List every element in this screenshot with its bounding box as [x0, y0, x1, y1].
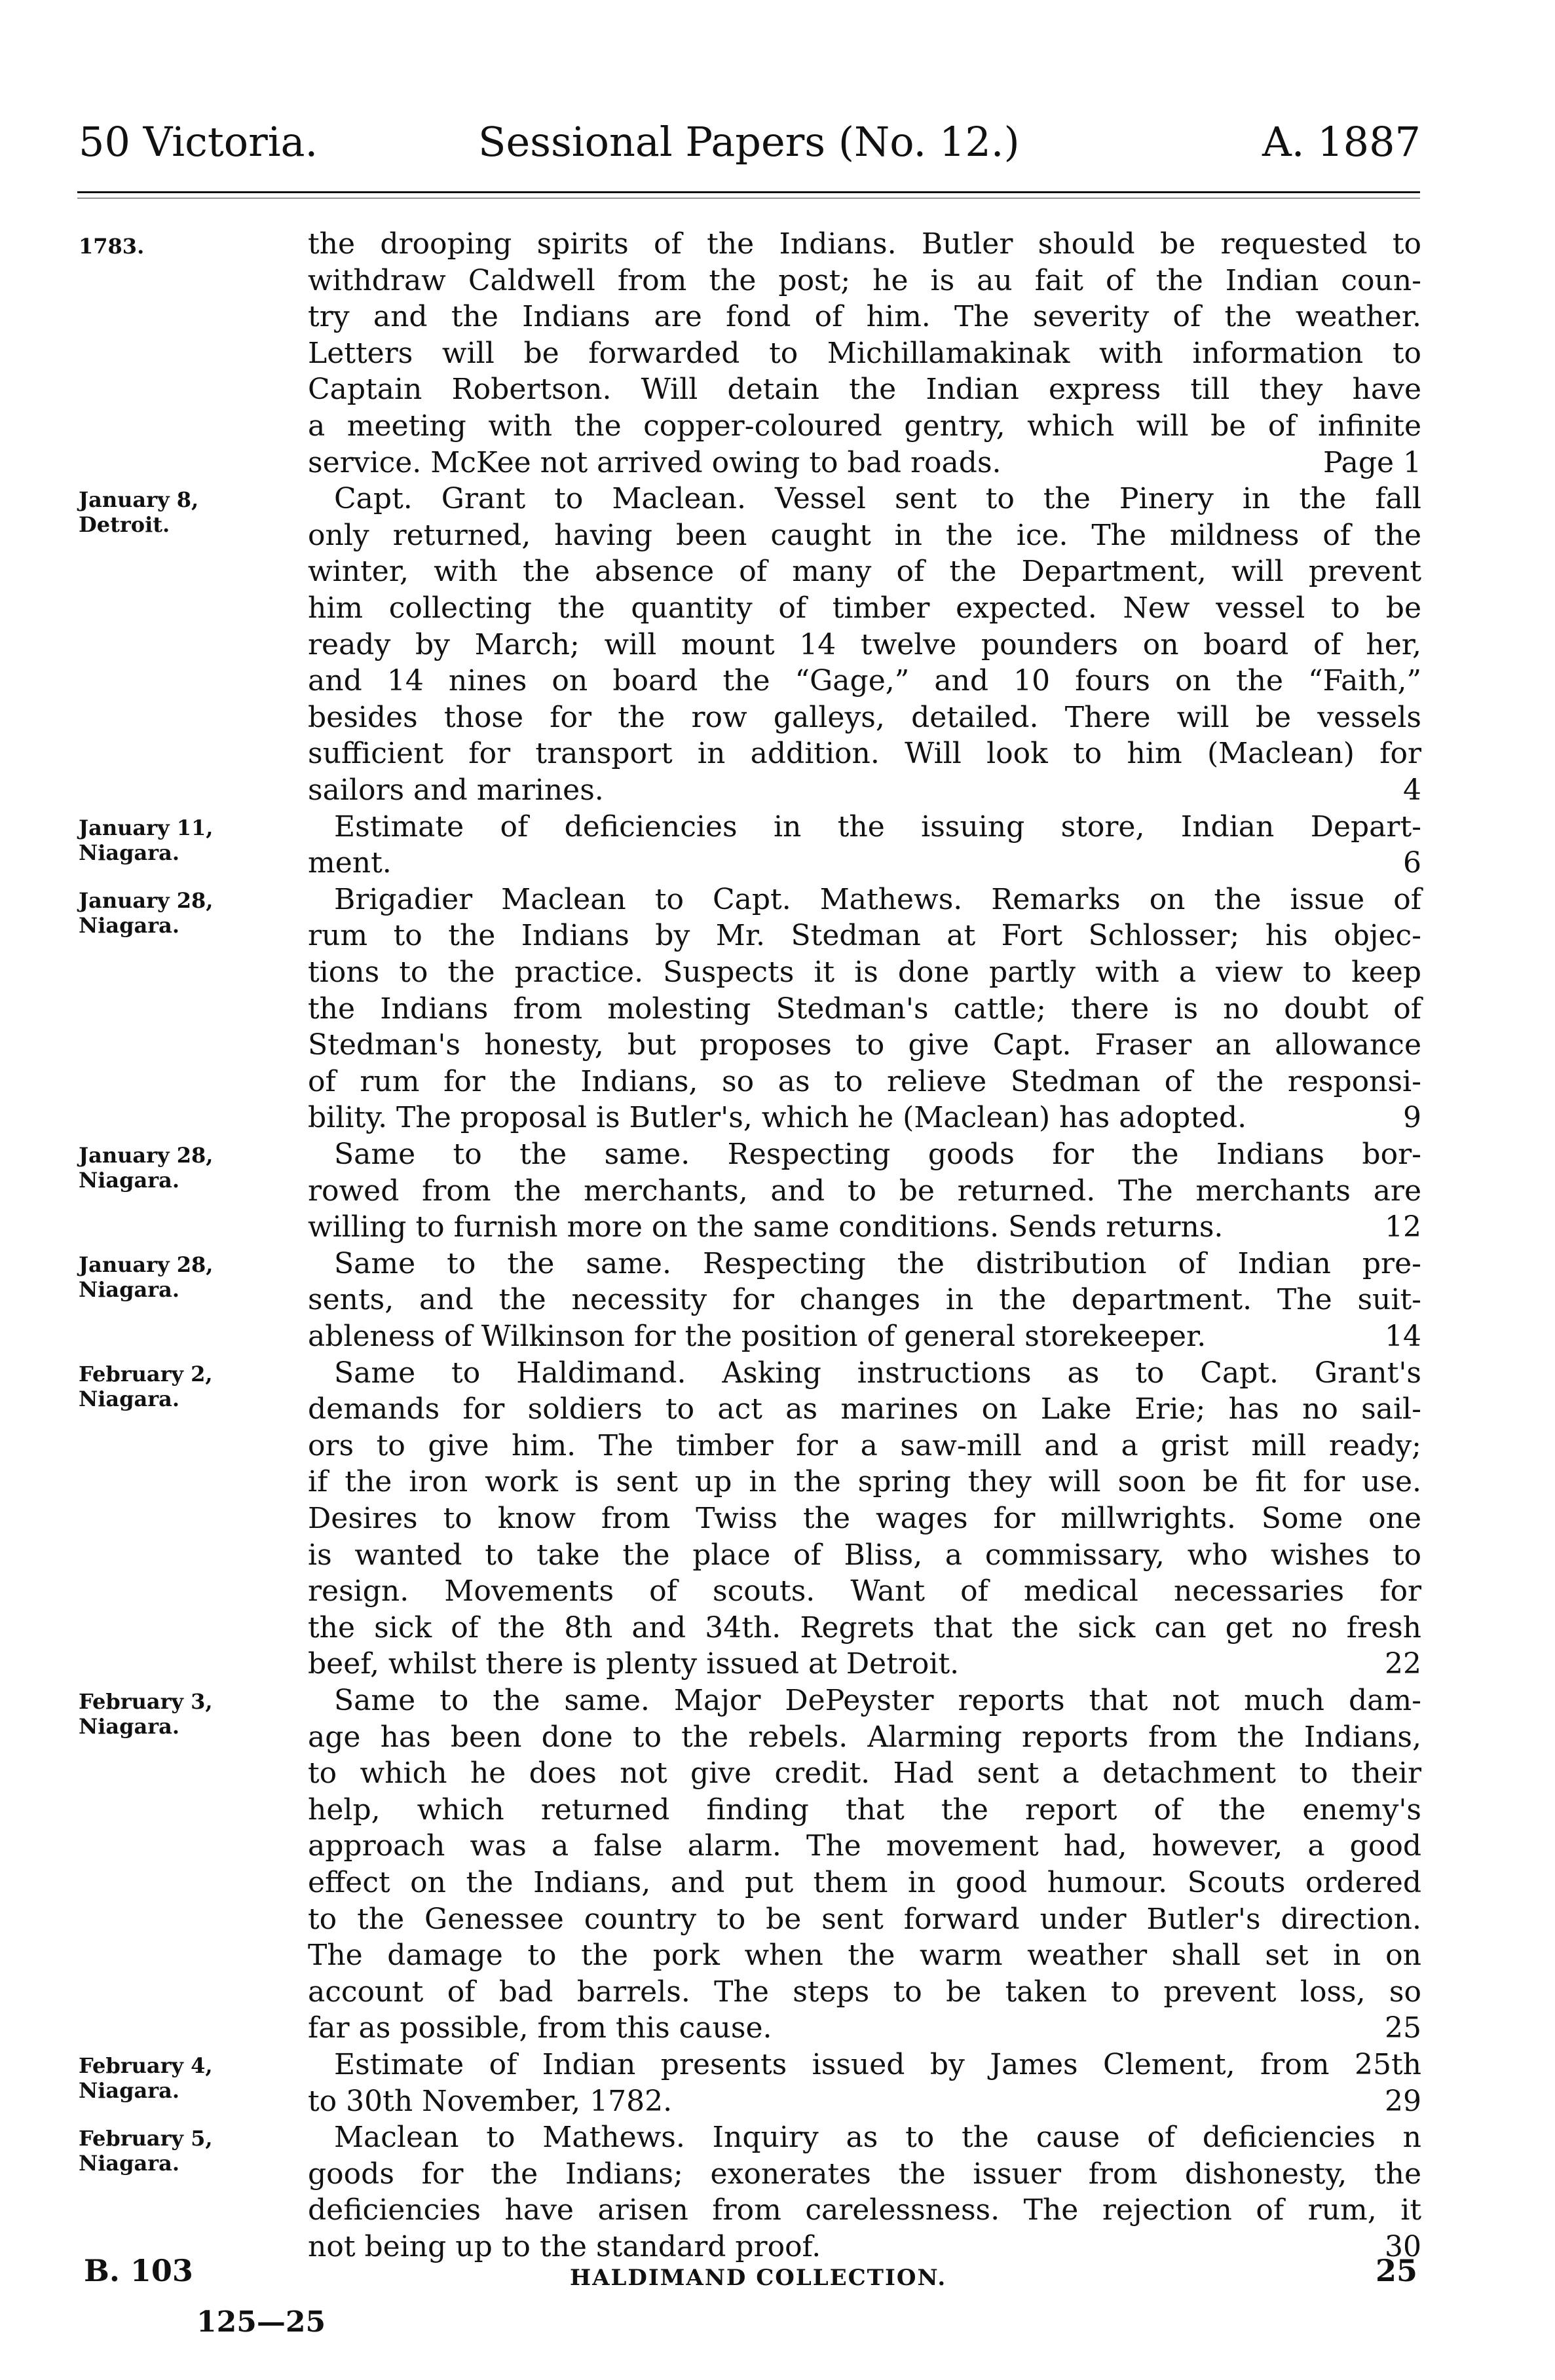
entry-date-place [79, 1689, 308, 1739]
page-reference: 12 [1385, 1210, 1421, 1244]
text-line: Same to the same. Respecting goods for the Indians bor- [334, 1138, 1421, 1171]
entry-date-place [79, 487, 308, 537]
margin-note: January 28, [79, 1143, 214, 1168]
text-line: bility. The proposal is Butler's, which he (Maclean) has adopted. 9 [308, 1100, 1421, 1136]
header-year: A. 1887 [1262, 118, 1421, 166]
page-reference: 30 [1385, 2229, 1421, 2263]
entry-text [308, 882, 1421, 1136]
text-line: is wanted to take the place of Bliss, a commissary, who wishes to [308, 1538, 1421, 1572]
text-line: sents, and the necessity for changes in the department. The suit- [308, 1283, 1421, 1317]
text-line: Estimate of deficiencies in the issuing store, Indian Depart- [334, 809, 1421, 844]
text-line: try and the Indians are fond of him. The severity of the weather. [308, 300, 1421, 334]
text-line: sufficient for transport in addition. Will look to him (Maclean) for [308, 737, 1421, 771]
text-line: him collecting the quantity of timber expected. New vessel to be [308, 591, 1421, 625]
text-line: a meeting with the copper-coloured gentry, which will be of infinite [308, 409, 1421, 443]
page-reference: 25 [1385, 2011, 1421, 2045]
margin-note: February 4, [79, 2053, 213, 2078]
text-line: Maclean to Mathews. Inquiry as to the cause of deficiencies n [334, 2121, 1421, 2155]
entry-text [308, 2119, 1421, 2265]
text-line: goods for the Indians; exonerates the issuer from dishonesty, the [308, 2157, 1421, 2191]
header-rule-thick [77, 191, 1420, 193]
text-line: only returned, having been caught in the ice. The mildness of the [308, 518, 1421, 552]
text-line: besides those for the row galleys, detailed. There will be vessels [308, 700, 1421, 734]
margin-note: Niagara. [79, 2078, 179, 2103]
text-line: withdraw Caldwell from the post; he is au fait of the Indian coun- [308, 263, 1421, 297]
text-line: of rum for the Indians, so as to relieve Stedman of the responsi- [308, 1064, 1421, 1098]
footer-page-number: 25 [1375, 2253, 1417, 2288]
text-line: willing to furnish more on the same conditions. Sends returns. 12 [308, 1209, 1421, 1246]
page-reference: Page 1 [1322, 445, 1421, 479]
text-line: ment. 6 [308, 845, 1421, 882]
margin-note: Detroit. [79, 512, 170, 538]
text-line: Estimate of Indian presents issued by James Clement, from 25th [334, 2048, 1421, 2081]
text-line: Stedman's honesty, but proposes to give Capt. Fraser an allowance [308, 1028, 1421, 1062]
text-line: Capt. Grant to Maclean. Vessel sent to the Pinery in the fall [334, 482, 1421, 516]
text-line: Letters will be forwarded to Michillamakinak with information to [308, 336, 1421, 370]
entry-date-place [79, 1362, 308, 1411]
text-line: winter, with the absence of many of the Department, will prevent [308, 555, 1421, 589]
text-line: Same to the same. Major DePeyster reports that not much dam- [334, 1684, 1421, 1717]
entry-text [308, 1136, 1421, 1246]
text-line: tions to the practice. Suspects it is done partly with a view to keep [308, 955, 1421, 989]
text-line: ready by March; will mount 14 twelve pounders on board of her, [308, 627, 1421, 661]
text-line: not being up to the standard proof. 30 [308, 2229, 1421, 2265]
margin-note: Niagara. [79, 1276, 179, 1302]
document-body [0, 226, 1555, 2269]
entry-date-place [79, 1143, 308, 1193]
entry-date-place [79, 2053, 308, 2103]
margin-note: Niagara. [79, 1386, 179, 1411]
entry-text [308, 1246, 1421, 1355]
page-header [0, 118, 1555, 170]
text-line: service. McKee not arrived owing to bad roads. Page 1 [308, 445, 1421, 481]
entry-text [308, 226, 1421, 481]
text-line: demands for soldiers to act as marines on Lake Erie; has no sail- [308, 1392, 1421, 1426]
text-line: Brigadier Maclean to Capt. Mathews. Remarks on the issue of [334, 882, 1421, 916]
entry-date-place [79, 1252, 308, 1302]
text-line: Same to the same. Respecting the distribution of Indian pre- [334, 1246, 1421, 1280]
entry-text [308, 2047, 1421, 2119]
entry-date-place [79, 234, 308, 259]
margin-note: Niagara. [79, 840, 179, 865]
page-reference: 6 [1403, 846, 1421, 880]
margin-note: Niagara. [79, 1714, 179, 1739]
entry-text [308, 481, 1421, 808]
margin-note: February 5, [79, 2126, 213, 2151]
text-line: rowed from the merchants, and to be returned. The merchants are [308, 1174, 1421, 1208]
margin-note: Niagara. [79, 1168, 179, 1193]
text-line: deficiencies have arisen from carelessness. The rejection of rum, it [308, 2193, 1421, 2227]
text-line: far as possible, from this cause. 25 [308, 2010, 1421, 2047]
entry-text [308, 1355, 1421, 1683]
text-line: help, which returned finding that the report of the enemy's [308, 1793, 1421, 1827]
text-line: the Indians from molesting Stedman's cattle; there is no doubt of [308, 992, 1421, 1026]
margin-note: January 8, [79, 487, 199, 513]
entry-text [308, 1683, 1421, 2047]
page-reference: 22 [1385, 1647, 1421, 1681]
text-line: account of bad barrels. The steps to be taken to prevent loss, so [308, 1975, 1421, 2009]
margin-note: February 3, [79, 1689, 213, 1714]
text-line: approach was a false alarm. The movement had, however, a good [308, 1829, 1421, 1863]
text-line: Desires to know from Twiss the wages for millwrights. Some one [308, 1501, 1421, 1535]
text-line: rum to the Indians by Mr. Stedman at Fort Schlosser; his objec- [308, 919, 1421, 953]
text-line: ors to give him. The timber for a saw-mill and a grist mill ready; [308, 1428, 1421, 1462]
text-line: beef, whilst there is plenty issued at Detroit. 22 [308, 1646, 1421, 1683]
text-line: sailors and marines. 4 [308, 772, 1421, 809]
margin-note: January 11, [79, 815, 214, 840]
page-reference: 9 [1403, 1101, 1421, 1135]
text-line: the sick of the 8th and 34th. Regrets that the sick can get no fresh [308, 1610, 1421, 1645]
text-line: to 30th November, 1782. 29 [308, 2083, 1421, 2120]
text-line: The damage to the pork when the warm weather shall set in on [308, 1939, 1421, 1973]
margin-note: Niagara. [79, 2151, 179, 2176]
text-line: effect on the Indians, and put them in good humour. Scouts ordered [308, 1865, 1421, 1899]
text-line: ableness of Wilkinson for the position of general storekeeper. 14 [308, 1318, 1421, 1355]
footer-collection: HALDIMAND COLLECTION. [570, 2265, 947, 2291]
entry-date-place [79, 815, 308, 865]
footer-left: B. 103 [84, 2253, 193, 2288]
header-title: Sessional Papers (No. 12.) [478, 118, 1020, 166]
margin-note: January 28, [79, 887, 214, 913]
entry-date-place [79, 2126, 308, 2176]
text-line: Captain Robertson. Will detain the Indian express till they have [308, 373, 1421, 407]
page-reference: 14 [1385, 1319, 1421, 1353]
text-line: resign. Movements of scouts. Want of medical necessaries for [308, 1574, 1421, 1608]
margin-note: Niagara. [79, 912, 179, 938]
text-line: age has been done to the rebels. Alarming reports from the Indians, [308, 1720, 1421, 1754]
text-line: and 14 nines on board the “Gage,” and 10 fours on the “Faith,” [308, 664, 1421, 698]
page-reference: 4 [1403, 773, 1421, 807]
page-reference: 29 [1385, 2084, 1421, 2118]
text-line: Same to Haldimand. Asking instructions as to Capt. Grant's [334, 1356, 1421, 1390]
text-line: to the Genessee country to be sent forward under Butler's direction. [308, 1902, 1421, 1936]
margin-note: 1783. [79, 234, 145, 259]
entry-date-place [79, 888, 308, 938]
margin-note: February 2, [79, 1361, 213, 1386]
margin-note: January 28, [79, 1252, 214, 1277]
entry-text [308, 809, 1421, 882]
text-line: to which he does not give credit. Had sent a detachment to their [308, 1757, 1421, 1791]
text-line: if the iron work is sent up in the spring they will soon be fit for use. [308, 1465, 1421, 1499]
footer-signature: 125—25 [197, 2305, 326, 2339]
text-line: the drooping spirits of the Indians. Butler should be requested to [308, 227, 1421, 261]
header-regnal-year: 50 Victoria. [79, 118, 318, 166]
